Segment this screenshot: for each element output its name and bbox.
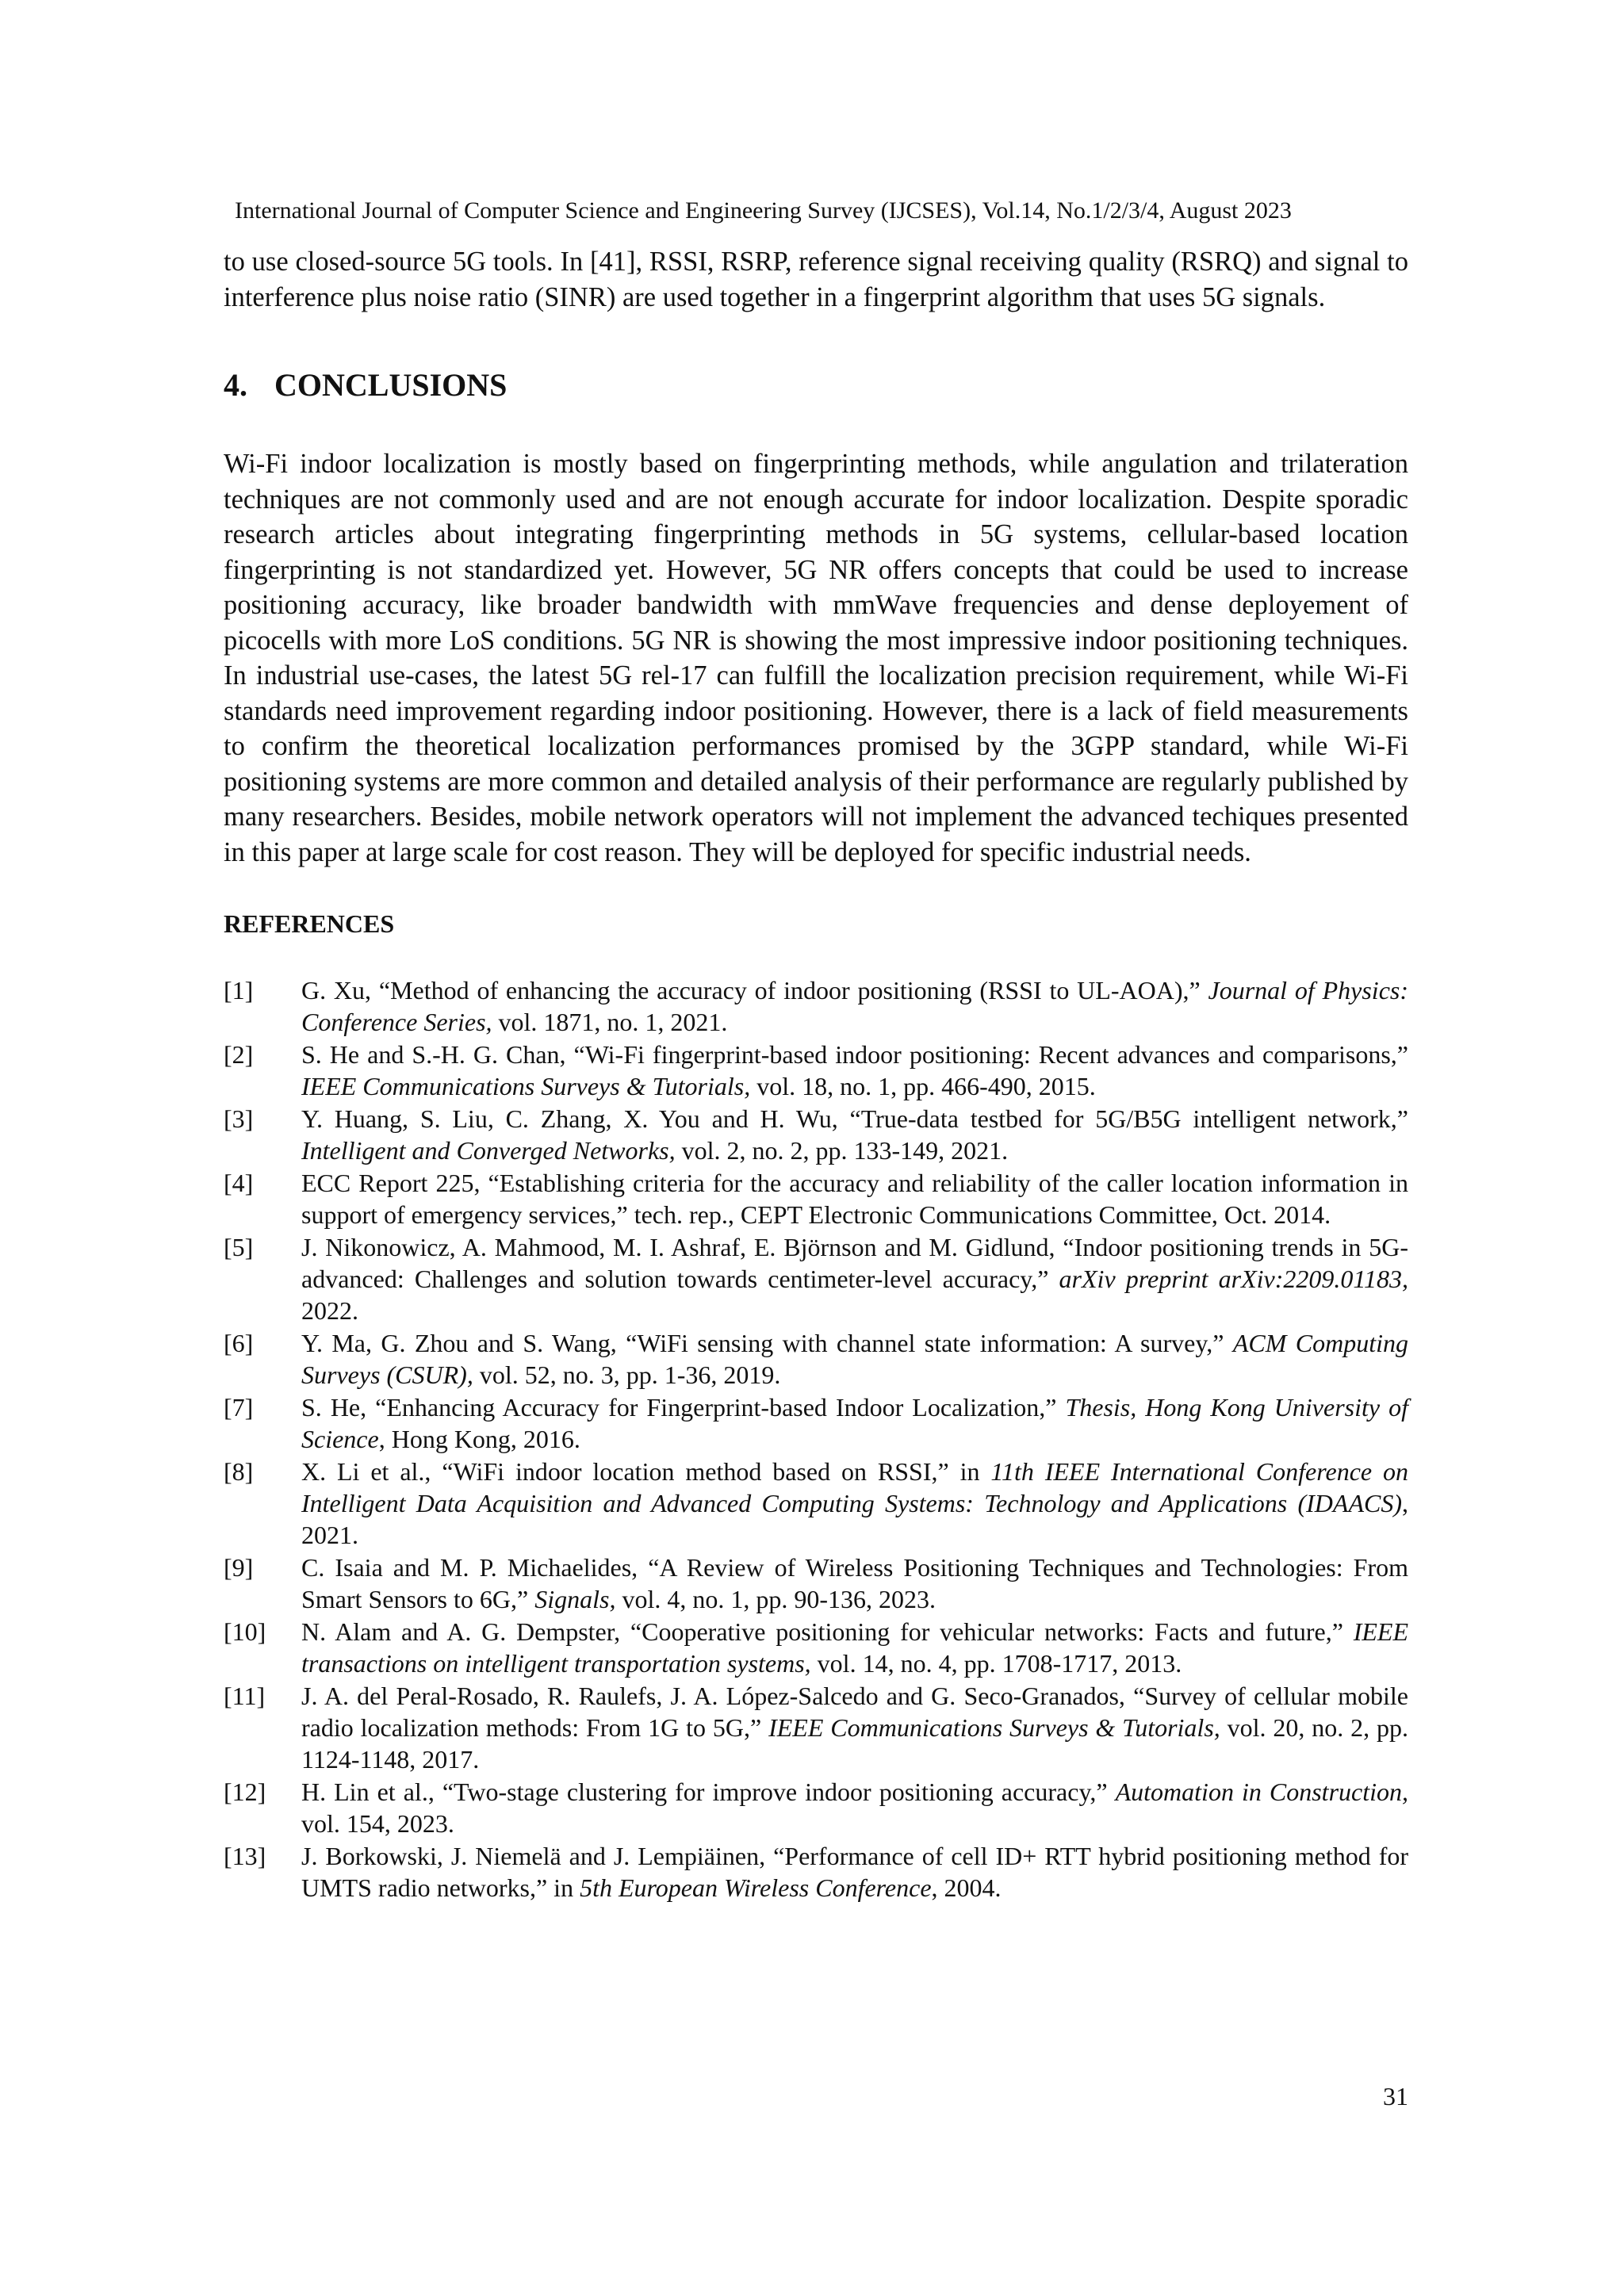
reference-item [224,1616,1408,1679]
reference-details: vol. 154, 2023. [301,1809,454,1838]
reference-source: ACM Computing Surveys (CSUR), [301,1329,1409,1389]
reference-text-main: S. He and S.-H. G. Chan, “Wi-Fi fingerprint-based indoor positioning: Recent advances and comparisons,” [301,1040,1408,1069]
reference-details: vol. 14, no. 4, pp. 1708-1717, 2013. [810,1649,1182,1678]
reference-number: [8] [224,1457,254,1486]
page-number: 31 [1383,2082,1408,2110]
reference-number: [4] [224,1169,254,1197]
references-heading [224,908,1408,939]
reference-text [301,1680,1408,1775]
reference-details: vol. 18, no. 1, pp. 466-490, 2015. [750,1072,1096,1100]
reference-item [224,1039,1408,1102]
reference-source: IEEE transactions on intelligent transportation systems, [301,1617,1408,1678]
reference-number: [10] [224,1617,266,1646]
reference-text [301,1456,1408,1551]
reference-number: [9] [224,1553,254,1582]
reference-source: Signals, [534,1585,616,1613]
reference-number: [1] [224,976,254,1004]
section-number: 4. [224,367,247,403]
section-title-rest: ONCLUSIONS [297,367,508,403]
reference-source: Journal of Physics: Conference Series, [301,976,1409,1036]
reference-item [224,1167,1408,1230]
section-heading [224,365,1408,405]
reference-text-main: G. Xu, “Method of enhancing the accuracy of indoor positioning (RSSI to UL-AOA),” [301,976,1208,1004]
reference-details: , 2021. [301,1489,1408,1549]
reference-number: [5] [224,1233,254,1261]
reference-source: 11th IEEE International Conference on Intelligent Data Acquisition and Advanced Computing Systems: Technology and Applications (IDAACS) [301,1457,1409,1517]
reference-number: [2] [224,1040,254,1069]
references-title-rest: EFERENCES [242,909,395,938]
reference-details: vol. 1871, no. 1, 2021. [492,1008,728,1036]
reference-details: , 2004. [931,1873,1002,1902]
reference-text-main: N. Alam and A. G. Dempster, “Cooperative positioning for vehicular networks: Facts and future,” [301,1617,1354,1646]
reference-source: Intelligent and Converged Networks, [301,1136,676,1165]
reference-item [224,1103,1408,1166]
reference-source: arXiv preprint arXiv:2209.01183, [1059,1265,1408,1293]
reference-list [224,974,1408,1904]
reference-source: IEEE Communications Surveys & Tutorials, [768,1713,1220,1742]
reference-number: [11] [224,1682,266,1710]
reference-text [301,1327,1408,1391]
reference-text-main: Y. Huang, S. Liu, C. Zhang, X. You and H. Wu, “True-data testbed for 5G/B5G intelligent network,” [301,1104,1408,1133]
reference-text [301,1616,1408,1679]
intro-paragraph: to use closed-source 5G tools. In [41], RSSI, RSRP, reference signal receiving quality (RSRQ) and signal to interference plus noise ratio (SINR) are used together in a fingerprint algorithm that uses 5G signals. [224,247,1408,312]
references-title-initial: R [224,909,243,938]
reference-item [224,1680,1408,1775]
reference-number: [6] [224,1329,254,1357]
reference-details: 2022. [301,1296,358,1325]
section-title-initial: C [274,367,297,403]
section-title [274,365,507,405]
reference-text-main: X. Li et al., “WiFi indoor location method based on RSSI,” in [301,1457,991,1486]
reference-text [301,1391,1408,1455]
reference-source: IEEE Communications Surveys & Tutorials, [301,1072,751,1100]
reference-item [224,1776,1408,1839]
reference-text-main: J. A. del Peral-Rosado, R. Raulefs, J. A. López-Salcedo and G. Seco-Granados, “Survey of cellular mobile radio localization methods: From 1G to 5G,” [301,1682,1408,1742]
reference-item [224,974,1408,1038]
reference-item [224,1327,1408,1391]
reference-source: 5th European Wireless Conference [580,1873,932,1902]
page-body [224,244,1408,1904]
reference-number: [13] [224,1842,266,1870]
reference-item [224,1231,1408,1326]
reference-source: Automation in Construction, [1115,1777,1409,1806]
reference-text-main: H. Lin et al., “Two-stage clustering for improve indoor positioning accuracy,” [301,1777,1116,1806]
reference-details: vol. 20, no. 2, pp. 1124-1148, 2017. [301,1713,1409,1774]
reference-number: [7] [224,1393,254,1422]
reference-text-main: S. He, “Enhancing Accuracy for Fingerprint-based Indoor Localization,” [301,1393,1066,1422]
reference-text [301,1167,1408,1230]
reference-text-main: C. Isaia and M. P. Michaelides, “A Review of Wireless Positioning Techniques and Technologies: From Smart Sensors to 6G,” [301,1553,1408,1613]
reference-item [224,1391,1408,1455]
reference-source: Thesis, Hong Kong University of Science [301,1393,1409,1453]
reference-text-main: Y. Ma, G. Zhou and S. Wang, “WiFi sensing with channel state information: A survey,” [301,1329,1233,1357]
reference-text [301,1231,1408,1326]
conclusions-paragraph: Wi-Fi indoor localization is mostly based on fingerprinting methods, while angulation and trilateration techniques are not commonly used and are not enough accurate for indoor localization. Despite sporadic research articles about integrating fingerprinting methods in 5G systems, cellular-based location fingerprinting is not standardized yet. However, 5G NR offers concepts that could be used to increase positioning accuracy, like broader bandwidth with mmWave frequencies and dense deployement of picocells with more LoS conditions. 5G NR is showing the most impressive indoor positioning techniques. In industrial use-cases, the latest 5G rel-17 can fulfill the localization precision requirement, while Wi-Fi standards need improvement regarding indoor positioning. However, there is a lack of field measurements to confirm the theoretical localization performances promised by the 3GPP standard, while Wi-Fi positioning systems are more common and detailed analysis of their performance are regularly published by many researchers. Besides, mobile network operators will not implement the advanced techiques presented in this paper at large scale for cost reason. They will be deployed for specific industrial needs. [224,449,1408,867]
reference-details: vol. 4, no. 1, pp. 90-136, 2023. [615,1585,936,1613]
reference-text [301,1552,1408,1615]
running-header: International Journal of Computer Science and Engineering Survey (IJCSES), Vol.14, No.1/2/3/4, August 2023 [235,197,1292,224]
reference-text-main: J. Nikonowicz, A. Mahmood, M. I. Ashraf, E. Björnson and M. Gidlund, “Indoor positioning trends in 5G-advanced: Challenges and solution towards centimeter-level accuracy,” [301,1233,1408,1293]
reference-text [301,1840,1408,1904]
reference-item [224,1840,1408,1904]
reference-text [301,1103,1408,1166]
reference-number: [3] [224,1104,254,1133]
reference-details: , Hong Kong, 2016. [378,1425,580,1453]
reference-item [224,1552,1408,1615]
reference-text [301,1039,1408,1102]
reference-item [224,1456,1408,1551]
reference-text-main: ECC Report 225, “Establishing criteria for the accuracy and reliability of the caller location information in support of emergency services,” tech. rep., CEPT Electronic Communications Committee, Oct. 2014. [301,1169,1408,1229]
reference-text-main: J. Borkowski, J. Niemelä and J. Lempiäinen, “Performance of cell ID+ RTT hybrid positioning method for UMTS radio networks,” in [301,1842,1408,1902]
reference-text [301,1776,1408,1839]
reference-number: [12] [224,1777,266,1806]
reference-details: vol. 52, no. 3, pp. 1-36, 2019. [473,1360,781,1389]
reference-details: vol. 2, no. 2, pp. 133-149, 2021. [675,1136,1009,1165]
reference-text [301,974,1408,1038]
